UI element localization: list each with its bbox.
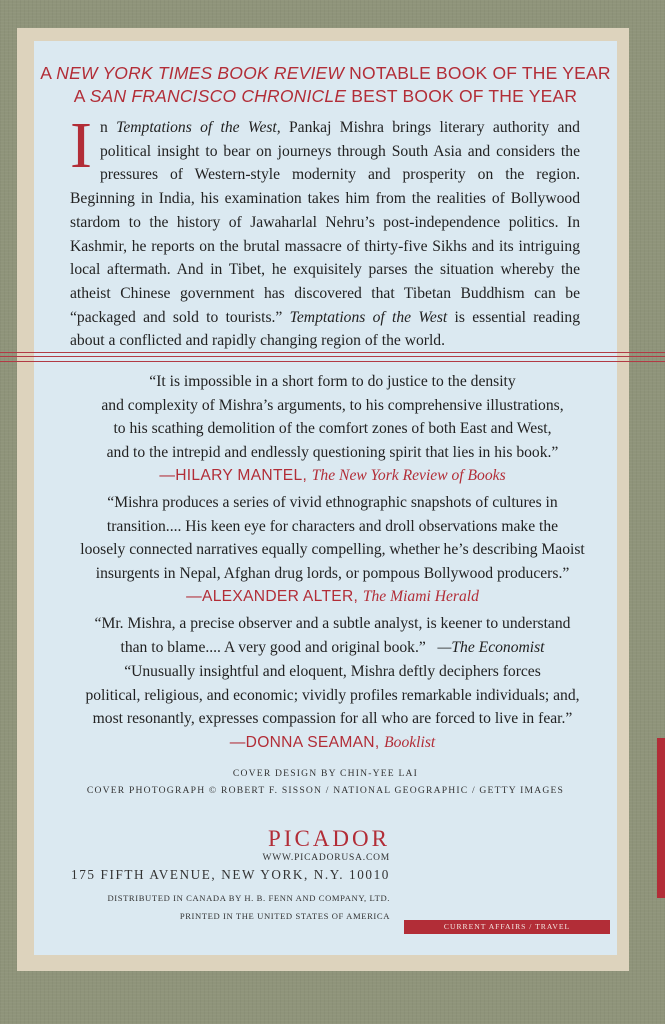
cover-photo-credit: COVER PHOTOGRAPH © ROBERT F. SISSON / NATIONAL GEOGRAPHIC / GETTY IMAGES bbox=[86, 785, 565, 796]
quote-attribution: —The Economist bbox=[437, 638, 545, 656]
cover-design-credit: COVER DESIGN BY CHIN-YEE LAI bbox=[232, 768, 419, 779]
review-quote-mantel: “It is impossible in a short form to do justice to the density and complexity of Mishra’s arguments, to his comprehensive illustrations, to his scathing demolition of the comfort zones of both East and West, and to the intrepid and endlessly questioning spirit that lies in his book.” —HILARY MANTEL, The New York Review of Books bbox=[50, 370, 615, 488]
review-quote-economist: “Mr. Mishra, a precise observer and a subtle analyst, is keener to understand than to blame.... A very good and original book.” —The Economist bbox=[94, 615, 571, 656]
book-description: In Temptations of the West, Pankaj Mishra brings literary authority and political insight to bear on journeys through South Asia and considers the pressures of Western-style modernity and prosperity on the region. Beginning in India, his examination takes him from the realities of Bollywood stardom to the history of Jawaharlal Nehru’s post-independence politics. In Kashmir, he reports on the brutal massacre of thirty-five Sikhs and its intriguing local aftermath. And in Tibet, he exquisitely parses the situation whereby the atheist Chinese government has discovered that Tibetan Buddhism can be “packaged and sold to tourists.” Temptations of the West is essential reading about a conflicted and rapidly changing region of the world. bbox=[70, 109, 580, 350]
publisher-website: WWW.PICADORUSA.COM bbox=[262, 853, 390, 863]
quote-attribution: —ALEXANDER ALTER, The Miami Herald bbox=[186, 588, 479, 606]
review-quote-alter: “Mishra produces a series of vivid ethnographic snapshots of cultures in transition.... His keen eye for characters and droll observations make the loosely connected narratives equally compelling, whether he’s describing Maoist insurgents in Nepal, Afghan drug lords, or pompous Bollywood producers.” —ALEXANDER ALTER, The Miami Herald bbox=[50, 491, 615, 609]
publisher-address: 175 FIFTH AVENUE, NEW YORK, N.Y. 10010 bbox=[71, 867, 390, 882]
quote-attribution: —DONNA SEAMAN, Booklist bbox=[229, 733, 436, 751]
quote-attribution: —HILARY MANTEL, The New York Review of Books bbox=[159, 467, 506, 485]
divider-rules bbox=[0, 352, 665, 366]
award-line-sfc: A SAN FRANCISCO CHRONICLE BEST BOOK OF THE YEAR bbox=[73, 86, 578, 106]
category-label: CURRENT AFFAIRS / TRAVEL bbox=[404, 920, 610, 934]
drop-cap: I bbox=[70, 109, 92, 182]
distribution-note: DISTRIBUTED IN CANADA BY H. B. FENN AND COMPANY, LTD. bbox=[107, 893, 390, 903]
printed-note: PRINTED IN THE UNITED STATES OF AMERICA bbox=[179, 911, 390, 921]
award-line-nyt: A NEW YORK TIMES BOOK REVIEW NOTABLE BOOK OF THE YEAR bbox=[40, 63, 611, 83]
publisher-logo: PICADOR bbox=[268, 826, 390, 851]
spine-red-tab bbox=[657, 738, 665, 898]
review-quote-seaman: “Unusually insightful and eloquent, Mishra deftly deciphers forces political, religious, and economic; vividly profiles remarkable individuals; and, most resonantly, expresses compassion for all who are forced to live in fear.” —DONNA SEAMAN, Booklist bbox=[50, 660, 615, 754]
